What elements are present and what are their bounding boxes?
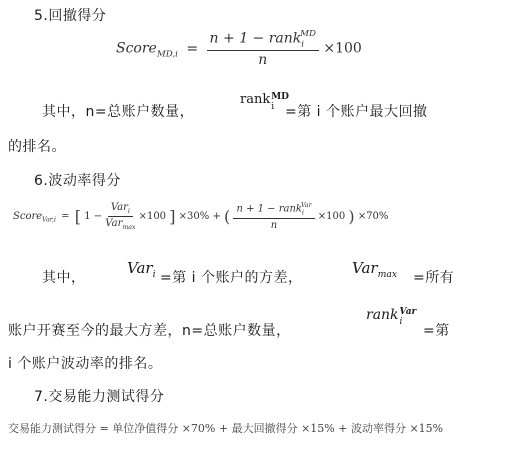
section-5-heading: 5.回撤得分 — [34, 8, 107, 24]
rank-md-symbol: rank MD i — [240, 92, 289, 112]
section-7-heading: 7.交易能力测试得分 — [34, 389, 165, 405]
drawdown-score-formula: Score$_{MD,i}$ = $\frac{n + 1 - rank_i^{MD}}{n}$ ×100 — [116, 29, 362, 69]
drawdown-desc-text: 其中，n=总账户数量， — [42, 104, 195, 120]
volatility-desc-text-6: i 个账户波动率的排名。 — [8, 356, 163, 372]
var-max-symbol: Var$_{max}$ — [352, 259, 398, 281]
rank-var-symbol: rank Var i — [366, 307, 417, 327]
volatility-desc-text-2: =第 i 个账户的方差， — [160, 270, 303, 286]
section-6-heading: 6.波动率得分 — [34, 173, 121, 189]
drawdown-desc-text-2: =第 i 个账户最大回撤 — [285, 104, 428, 120]
drawdown-desc-text-3: 的排名。 — [8, 139, 66, 155]
volatility-desc-text-3: =所有 — [413, 270, 455, 286]
volatility-score-formula: Score$_{Var,i}$ = [ 1 − $\frac{Var_i}{Var_{max}}$ ×100 ] ×30% + ( $\frac{n + 1 - rank_i^{Var}}{n}$ ×100 ) ×70% — [13, 202, 389, 231]
var-i-symbol: Var$_i$ — [127, 259, 156, 281]
volatility-desc-text: 其中， — [42, 270, 86, 286]
volatility-desc-text-4: 账户开赛至今的最大方差，n=总账户数量， — [8, 323, 291, 339]
trading-ability-formula: 交易能力测试得分 = 单位净值得分 ×70% + 最大回撤得分 ×15% + 波动率得分 ×15% — [8, 422, 444, 435]
volatility-desc-text-5: =第 — [423, 323, 450, 339]
